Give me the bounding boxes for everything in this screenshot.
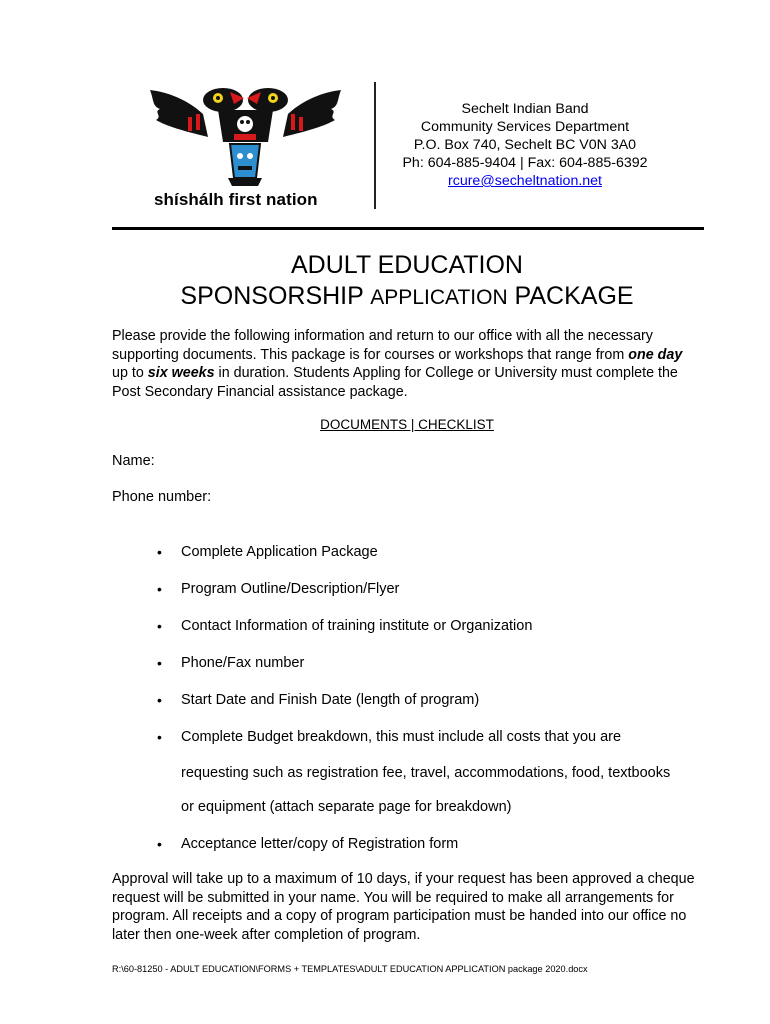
- phone-field-label: Phone number:: [112, 489, 212, 505]
- shishalh-logo: [148, 82, 343, 217]
- bullet-icon: •: [157, 655, 162, 671]
- header-rule: [112, 227, 704, 230]
- header-divider: [374, 82, 376, 209]
- department: Community Services Department: [420, 119, 630, 135]
- checklist-heading: DOCUMENTS | CHECKLIST: [320, 417, 494, 432]
- title-education: EDUCATION: [370, 251, 523, 279]
- checklist-item: Program Outline/Description/Flyer: [181, 581, 400, 597]
- checklist-item: Acceptance letter/copy of Registration form: [181, 836, 459, 852]
- org-name: Sechelt Indian Band: [461, 101, 589, 117]
- title-adult: ADULT: [291, 251, 371, 279]
- email-link[interactable]: rcure@secheltnation.net: [448, 173, 602, 189]
- bullet-icon: •: [157, 544, 162, 560]
- checklist-item: Start Date and Finish Date (length of program): [181, 692, 480, 708]
- intro-paragraph: [112, 327, 702, 401]
- name-field-label: Name:: [112, 453, 155, 469]
- postal-address: P.O. Box 740, Sechelt BC V0N 3A0: [413, 137, 637, 153]
- checklist-item: Phone/Fax number: [181, 655, 305, 671]
- intro-text-1: Please provide the following information and return to our office with all the necessary supporting documents. This package is for courses or workshops that range from: [112, 328, 653, 363]
- checklist-item: Contact Information of training institute or Organization: [181, 618, 533, 634]
- intro-text-2: up to: [112, 365, 148, 381]
- intro-emphasis-six-weeks: six weeks: [147, 365, 215, 381]
- bullet-icon: •: [157, 581, 162, 597]
- address-block: [390, 100, 660, 190]
- intro-text-3: in duration. Students Appling for College or University must complete the Post Secondary Financial assistance package.: [112, 365, 678, 400]
- checklist-item: Complete Budget breakdown, this must include all costs that you are: [181, 729, 622, 745]
- bullet-icon: •: [157, 618, 162, 634]
- file-path-footer: R:\60-81250 - ADULT EDUCATION\FORMS + TEMPLATES\ADULT EDUCATION APPLICATION package 2020.docx: [112, 964, 588, 974]
- phone-fax: Ph: 604-885-9404 | Fax: 604-885-6392: [402, 155, 648, 171]
- page-title-line2: [112, 280, 702, 314]
- logo-nation-name: shíshálh first nation: [154, 190, 318, 209]
- checklist-item-continuation: or equipment (attach separate page for breakdown): [181, 799, 512, 815]
- intro-emphasis-one-day: one day: [628, 346, 683, 363]
- title-sponsorship: SPONSORSHIP: [180, 282, 371, 310]
- bullet-icon: •: [157, 836, 162, 852]
- approval-paragraph: Approval will take up to a maximum of 10 days, if your request has been approved a cheque request will be submitted in your name. You will be required to make all arrangements for program. All receipts and a copy of program participation must be handed into our office no later then one-week after completion of program.: [112, 871, 695, 943]
- bullet-icon: •: [157, 729, 162, 745]
- page-title-line1: [112, 249, 702, 281]
- thunderbird-logo-icon: [148, 82, 343, 192]
- checklist-item: Complete Application Package: [181, 544, 378, 560]
- title-application: APPLICATION: [370, 286, 508, 309]
- title-package: PACKAGE: [507, 282, 634, 310]
- bullet-icon: •: [157, 692, 162, 708]
- checklist-item-continuation: requesting such as registration fee, travel, accommodations, food, textbooks: [181, 765, 671, 781]
